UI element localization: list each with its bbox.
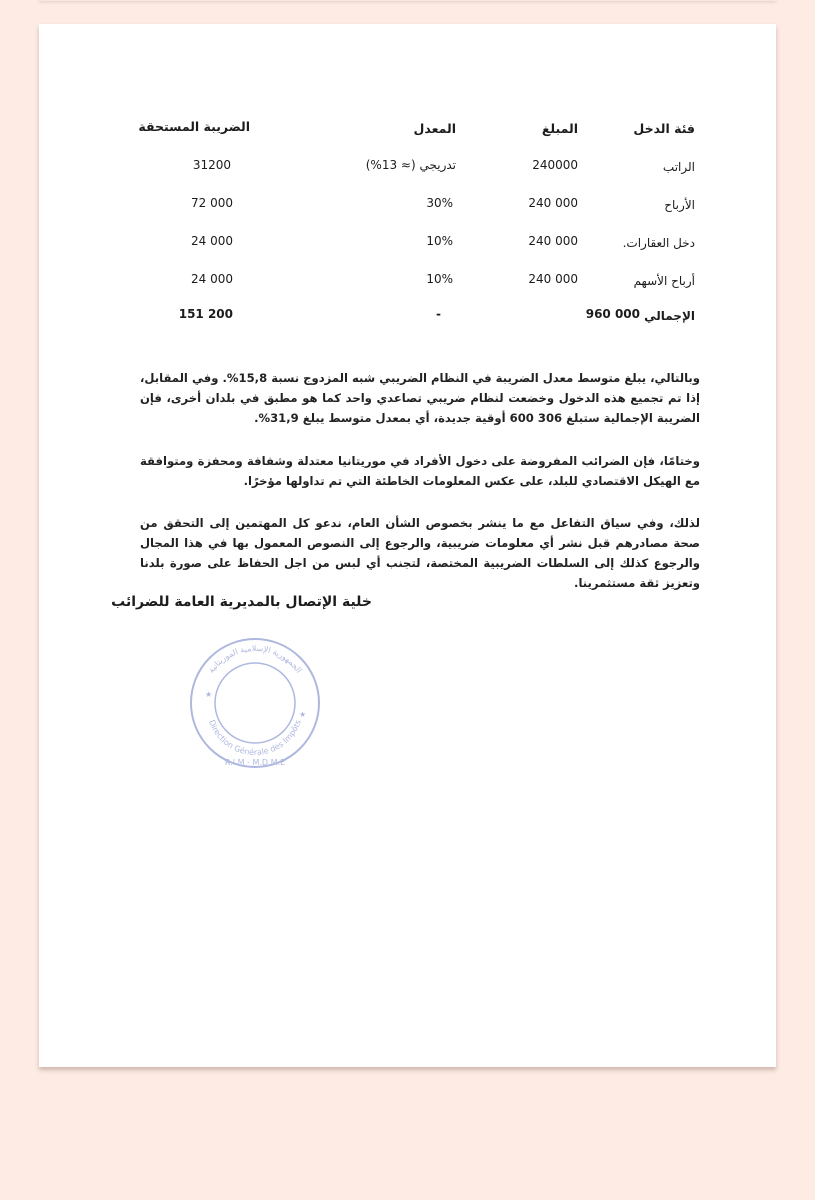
row-4-tax-due: 24 000 [191,272,233,286]
row-2-rate: 30% [426,196,453,210]
paragraph-call-to-verify: لذلك، وفي سياق التفاعل مع ما ينشر بخصوص الشأن العام، ندعو كل المهتمين إلى التحقق من صحة مصادرهم قبل نشر أي معلومات ضريبية، والرجوع إلى النصوص المعمول بها في هذا المجال والرجوع كذلك إلى السلطات الضريبية المختصة، لتجنب أي لبس من اجل الحفاظ على صورة بلدنا وتعزيز ثقة مستثمرينا. [140,516,700,590]
total-rate: - [436,307,441,321]
row-1-category: الراتب [662,160,695,174]
official-stamp-icon [185,633,325,773]
paragraph-average-rate: وبالتالي، يبلغ متوسط معدل الضريبة في النظام الضريبي شبه المزدوج نسبة 15,8%. وفي المقابل، إذا تم تجميع هذه الدخول وخضعت لنظام ضريبي تصاعدي واحد كما هو مطبق في بلدان أخرى، فإن الضريبة الإجمالية ستبلغ 306 600 أوقية جديدة، أي بمعدل متوسط يبلغ 31,9%. [140,371,700,425]
total-tax-due: 151 200 [178,307,233,321]
row-3-amount: 240 000 [528,234,578,248]
row-1-amount: 240000 [532,158,578,172]
row-2-amount: 240 000 [528,196,578,210]
row-1-rate: تدريجي (≈ 13%) [365,158,456,172]
row-3-rate: 10% [426,234,453,248]
svg-text:الجمهورية الإسلامية الموريتاني: الجمهورية الإسلامية الموريتانية [206,643,304,675]
row-4-category: أرباح الأسهم [633,274,695,288]
row-2-tax-due: 72 000 [191,196,233,210]
svg-text:★: ★ [299,710,307,719]
document-page [39,24,776,1067]
total-amount: 960 000 [585,307,640,321]
svg-text:★: ★ [205,690,213,699]
header-tax-due: الضريبة المستحقة [138,119,250,134]
row-2-category: الأرباح [664,198,695,212]
svg-text:Direction Générale des Impôts: Direction Générale des Impôts [207,718,303,758]
row-3-tax-due: 24 000 [191,234,233,248]
row-1-tax-due: 31200 [192,158,231,172]
previous-page-edge [39,0,776,1]
paragraph-conclusion: وختامًا، فإن الضرائب المفروضة على دخول الأفراد في موريتانيا معتدلة وشفافة ومحفزة ومتوافقة مع الهيكل الاقتصادي للبلد، على عكس المعلومات الخاطئة التي تم تداولها مؤخرًا. [140,454,700,488]
row-4-amount: 240 000 [528,272,578,286]
svg-text:R.I.M - M.D.M.E: R.I.M - M.D.M.E [224,758,286,767]
header-category: فئة الدخل [633,121,695,136]
tax-table [39,24,776,364]
row-3-category: دخل العقارات. [622,236,695,250]
header-amount: المبلغ [541,121,578,136]
total-label: الإجمالي [644,309,695,323]
row-4-rate: 10% [426,272,453,286]
header-rate: المعدل [413,121,456,136]
signature: خلية الإتصال بالمديرية العامة للضرائب [111,594,372,610]
